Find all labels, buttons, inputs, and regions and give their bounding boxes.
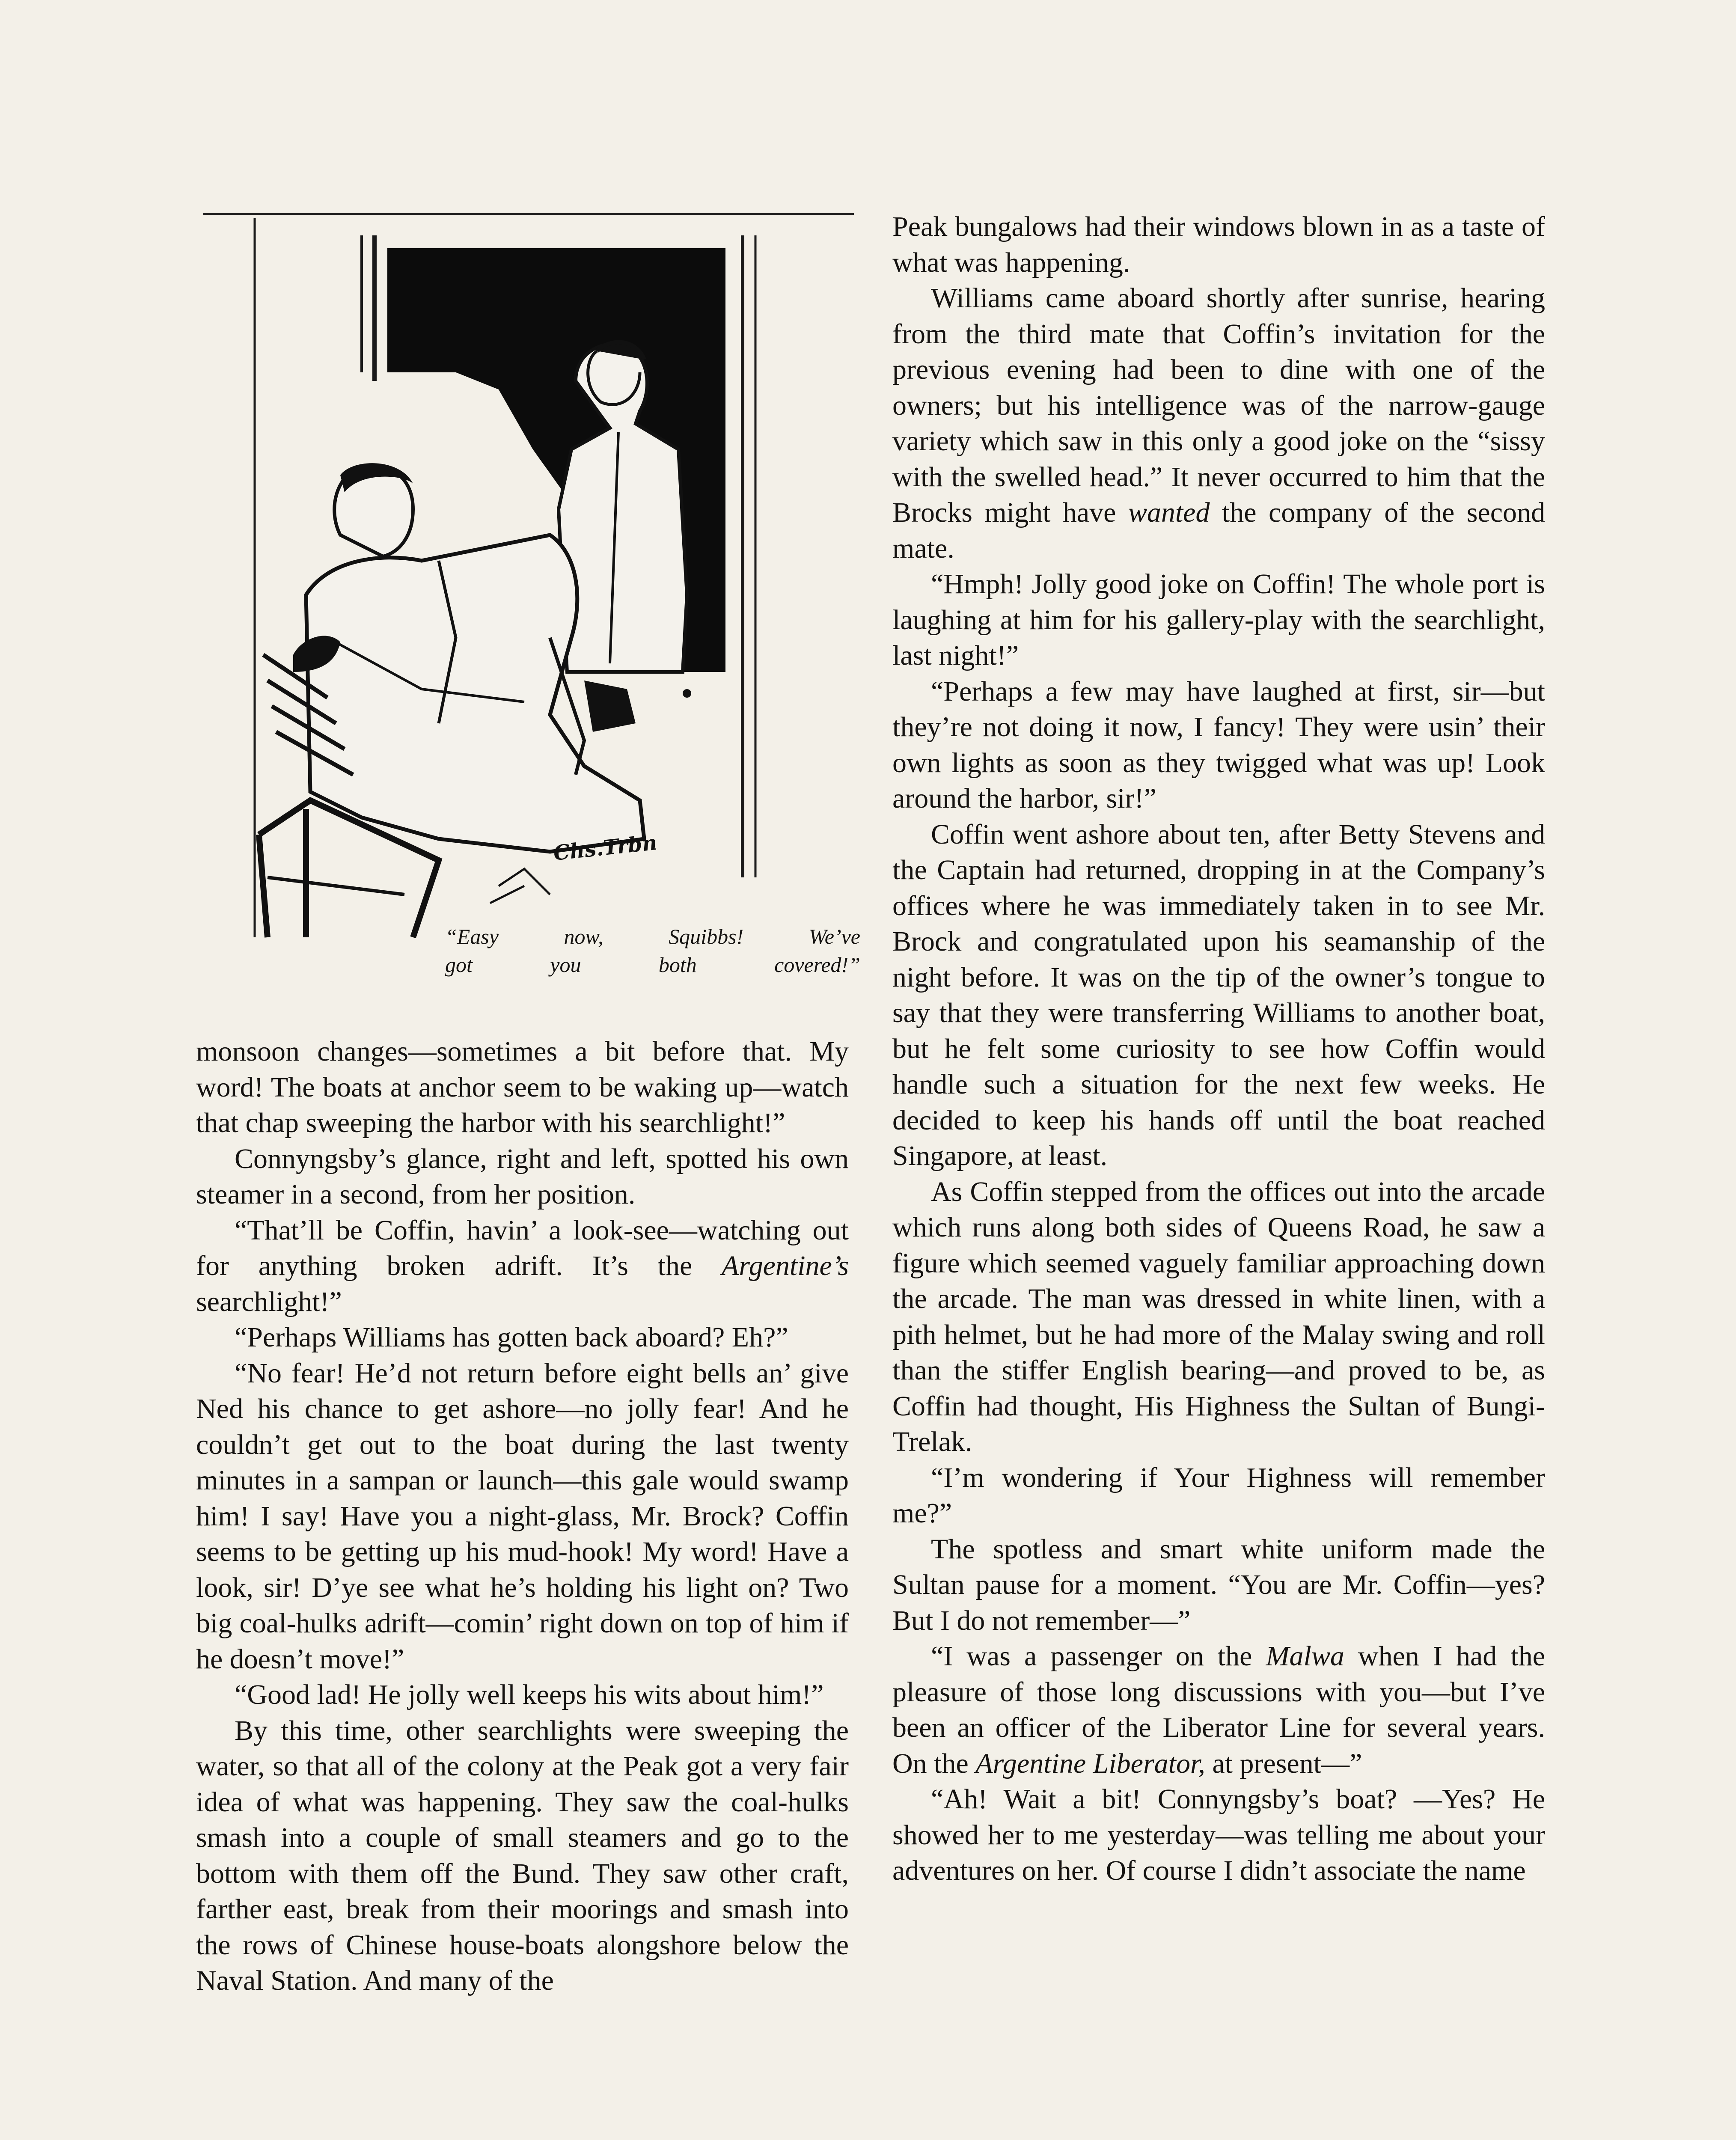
paragraph (892, 1781, 1545, 1889)
paragraph (892, 280, 1545, 566)
paragraph (196, 1713, 849, 1999)
paragraph (892, 1174, 1545, 1460)
paragraph (196, 1213, 849, 1320)
paragraph (892, 1531, 1545, 1639)
paragraph-text: “Ah! Wait a bit! Connyngsby’s boat? —Yes? He showed her to me yesterday—was telling me about your adventures on her. Of course I didn’t associate the name (892, 1783, 1545, 1886)
paragraph (196, 1677, 849, 1713)
paragraph-text: “That’ll be Coffin, havin’ a look-see—watching out for anything broken adrift. It’s the (196, 1214, 849, 1281)
paragraph (196, 1355, 849, 1677)
italic-text: Malwa (1266, 1641, 1344, 1672)
caption-line: got you both covered!” (445, 953, 860, 977)
italic-text: Argentine Liberator, (975, 1748, 1205, 1779)
paragraph (892, 674, 1545, 817)
paragraph (196, 1141, 849, 1213)
right-column (892, 209, 1545, 1889)
paragraph (196, 1034, 849, 1141)
paragraph-text: As Coffin stepped from the offices out into the arcade which runs along both sides of Queens Road, he saw a figure which seemed vaguely familiar approaching down the arcade. The man was dressed in white linen, with a pith helmet, but he had more of the Malay swing and roll than the stiffer English bearing—and proved to be, as Coffin had thought, His Highness the Sultan of Bungi-Trelak. (892, 1176, 1545, 1457)
paragraph-text: “Hmph! Jolly good joke on Coffin! The whole port is laughing at him for his gallery-play with the searchlight, last night!” (892, 568, 1545, 671)
paragraph-text: “No fear! He’d not return before eight bells an’ give Ned his chance to get ashore—no jolly fear! And he couldn’t get out to the boat during the last twenty minutes in a sampan or launch—this gale would swamp him! I say! Have you a night-glass, Mr. Brock? Coffin seems to be getting up his mud-hook! My word! Have a look, sir! D’ye see what he’s holding his light on? Two big coal-hulks adrift—comin’ right down on top of him if he doesn’t move!” (196, 1357, 849, 1675)
paragraph-text: when I had the pleasure of those long discussions with you—but I’ve been an officer of the Liberator Line for several years. On the (892, 1641, 1545, 1779)
paragraph-text: “I’m wondering if Your Highness will remember me?” (892, 1462, 1545, 1529)
illustration-caption (445, 922, 860, 979)
paragraph (196, 1320, 849, 1355)
paragraph-text: Coffin went ashore about ten, after Betty Stevens and the Captain had returned, dropping in at the Company’s offices where he was immediately taken in to see Mr. Brock and congratulated upon his seamanship of the night before. It was on the tip of the owner’s tongue to say that they were transferring Williams to another boat, but he felt some curiosity to see how Coffin would handle such a situation for the next few weeks. He decided to keep his hands off until the boat reached Singapore, at least. (892, 818, 1545, 1171)
paragraph-text: monsoon changes—sometimes a bit before that. My word! The boats at anchor seem to be waking up—watch that chap sweeping the harbor with his searchlight!” (196, 1036, 849, 1138)
paragraph (892, 1460, 1545, 1531)
paragraph-text: the company of the second mate. (892, 497, 1546, 564)
paragraph (892, 566, 1545, 674)
paragraph (892, 1638, 1545, 1781)
paragraph-text: The spotless and smart white uniform made the Sultan pause for a moment. “You are Mr. Coffin—yes? But I do not remember—” (892, 1533, 1545, 1636)
paragraph-text: By this time, other searchlights were sweeping the water, so that all of the colony at the Peak got a very fair idea of what was happening. They saw the coal-hulks smash into a couple of small steamers and go to the bottom with them off the Bund. They saw other craft, farther east, break from their moorings and smash into the rows of Chinese house-boats alongshore below the Naval Station. And many of the (196, 1715, 849, 1996)
italic-text: wanted (1128, 497, 1210, 528)
paragraph-text: Peak bungalows had their windows blown in as a taste of what was happening. (892, 211, 1545, 278)
paragraph-text: “Perhaps Williams has gotten back aboard? Eh?” (235, 1322, 788, 1353)
artist-signature: Chs.Trbn (552, 830, 658, 865)
paragraph (892, 209, 1545, 280)
italic-text: Argentine’s (722, 1250, 849, 1281)
paragraph-text: Williams came aboard shortly after sunrise, hearing from the third mate that Coffin’s invitation for the previous evening had been to dine with one of the owners; but his intelligence was of the narrow-gauge variety which saw in this only a good joke on the “sissy with the swelled head.” It never occurred to him that the Brocks might have (892, 282, 1545, 528)
paragraph-text: searchlight!” (196, 1286, 342, 1317)
illustration (199, 210, 858, 946)
paragraph-text: at present—” (1205, 1748, 1362, 1779)
caption-line: “Easy now, Squibbs! We’ve (445, 924, 860, 948)
paragraph (892, 817, 1545, 1174)
paragraph-text: “Perhaps a few may have laughed at first, sir—but they’re not doing it now, I fancy! They were usin’ their own lights as soon as they twigged what was up! Look around the harbor, sir!” (892, 675, 1545, 814)
paragraph-text: “Good lad! He jolly well keeps his wits about him!” (235, 1679, 824, 1710)
paragraph-text: “I was a passenger on the (931, 1641, 1266, 1672)
paragraph-text: Connyngsby’s glance, right and left, spotted his own steamer in a second, from her position. (196, 1143, 849, 1210)
left-column (196, 1034, 849, 1999)
